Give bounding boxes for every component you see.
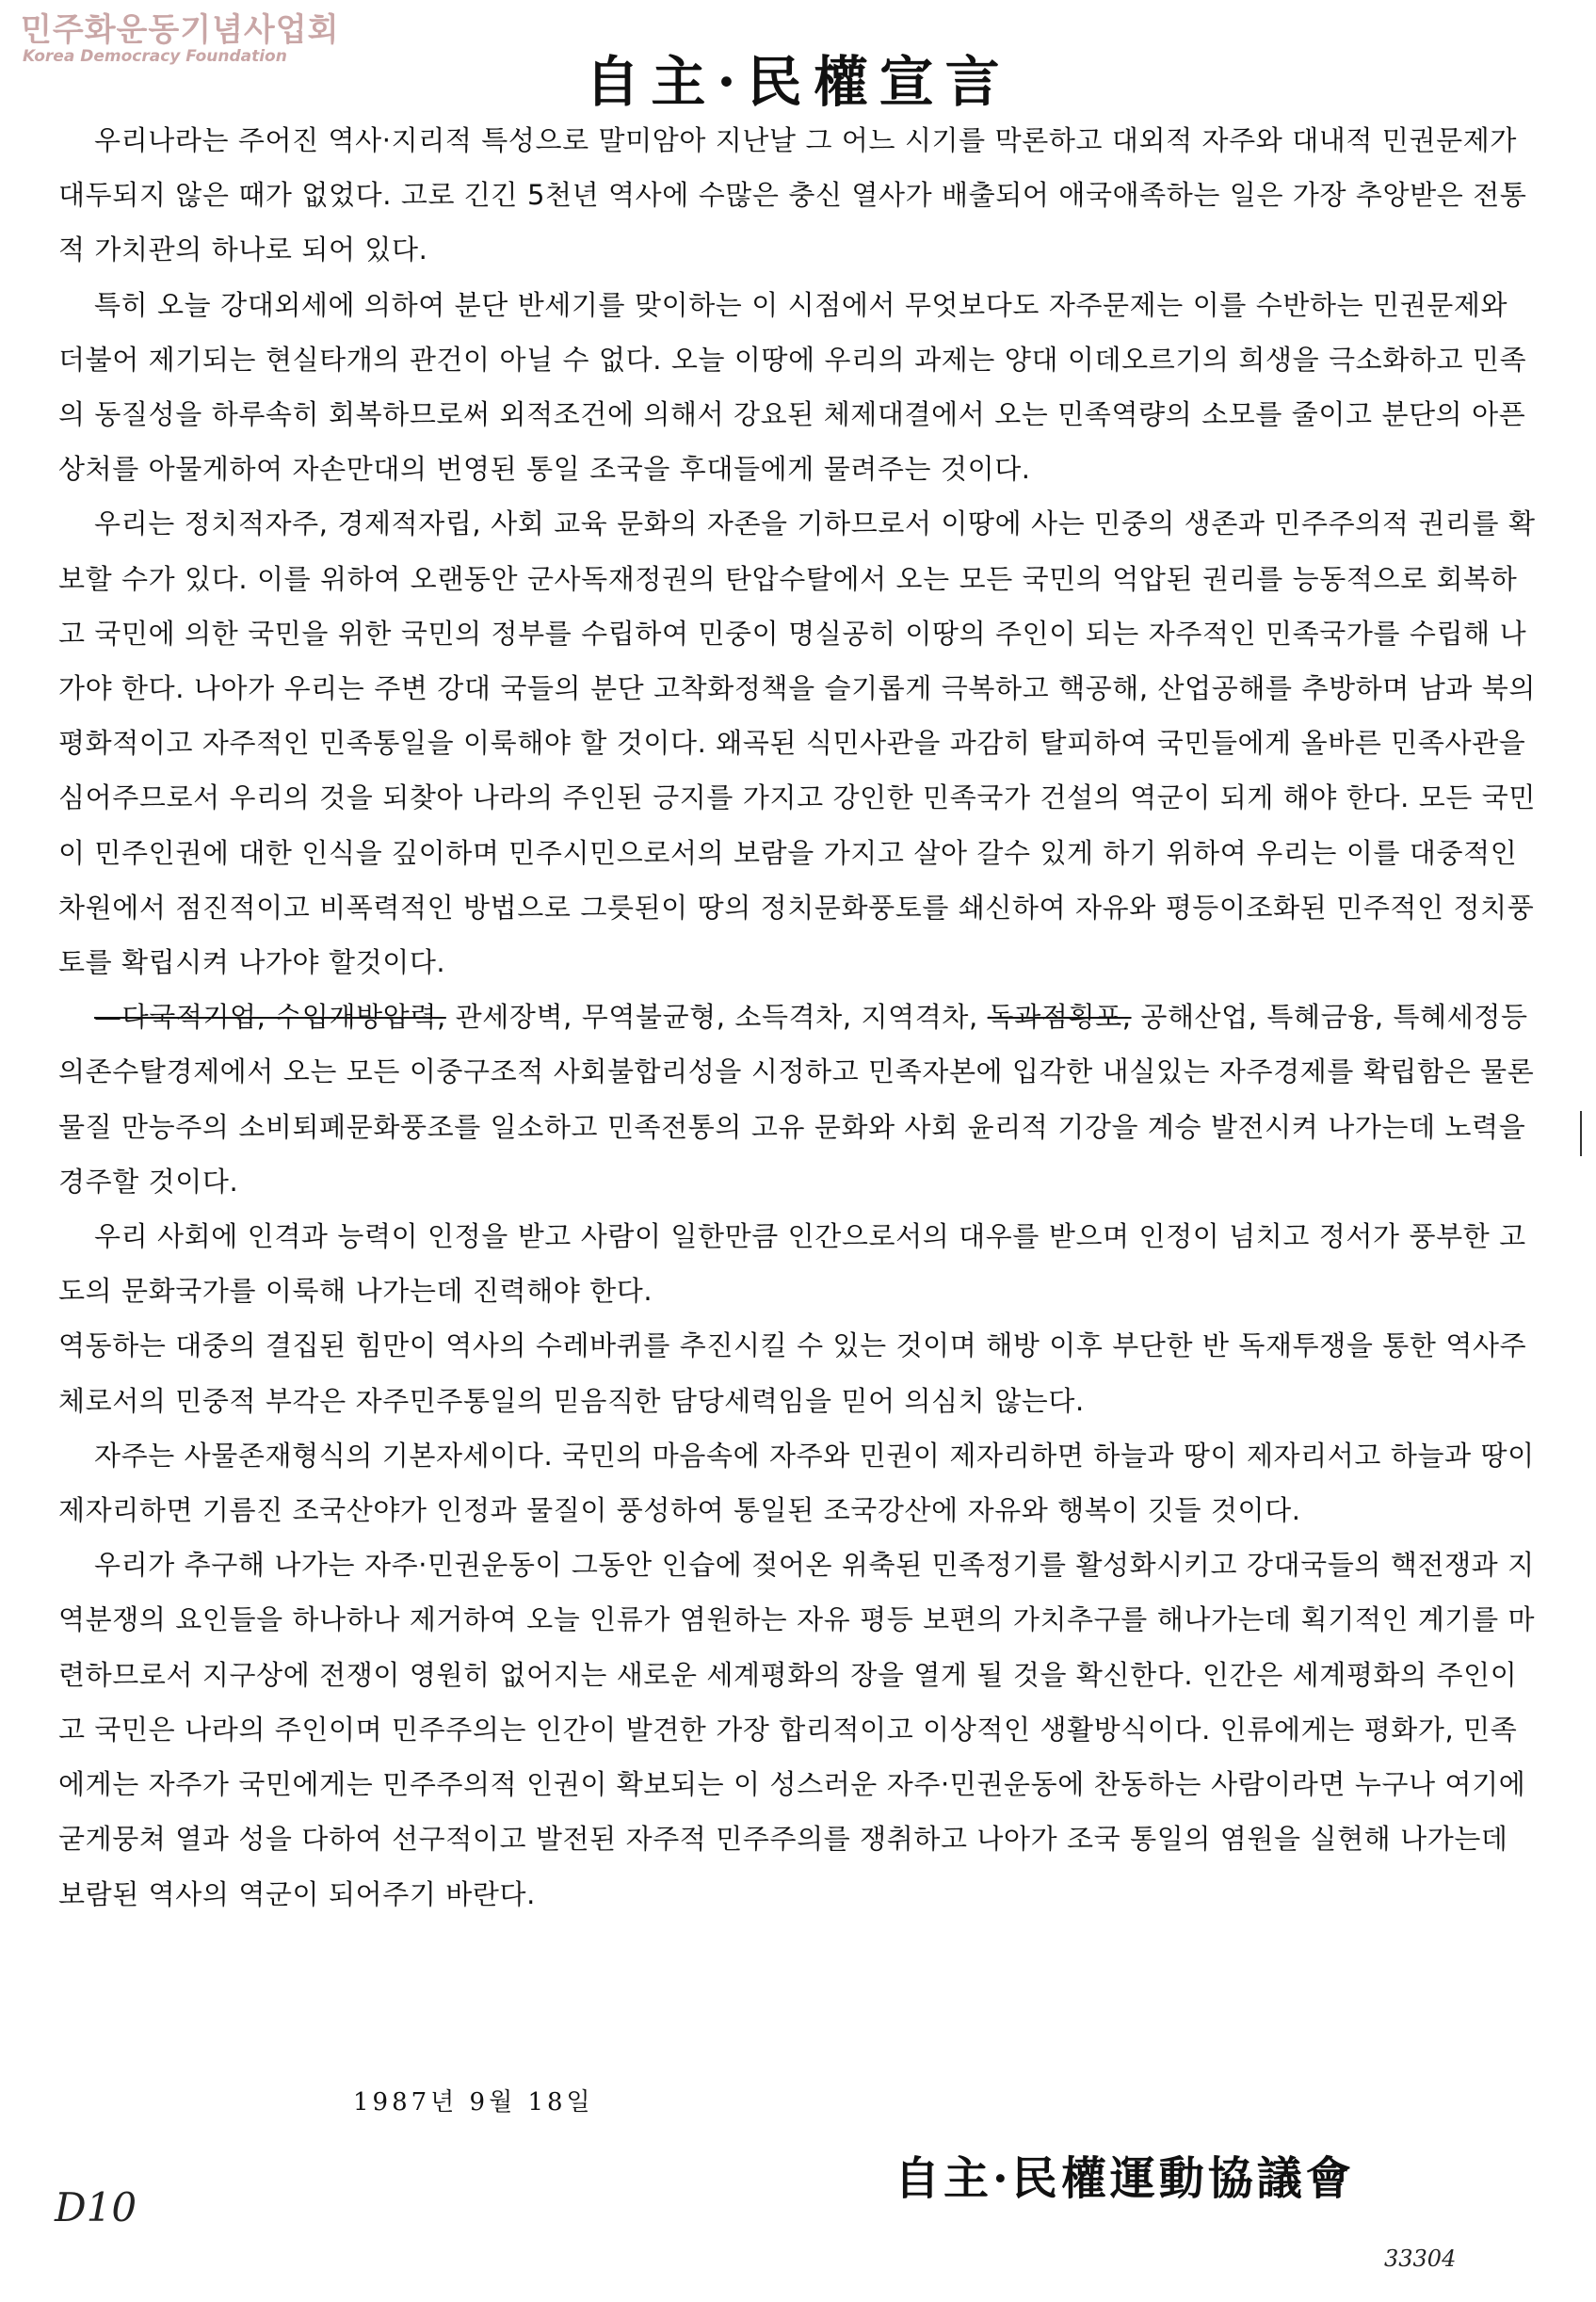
declaration-body — [58, 113, 1537, 1922]
declaration-date: 1987년 9월 18일 — [353, 2088, 594, 2117]
organization-name: 自主·民權運動協議會 — [895, 2152, 1355, 2205]
document-title: 自主·民權宣言 — [585, 50, 1011, 114]
paragraph-economy — [58, 990, 1537, 1209]
paragraph-5: 우리 사회에 인격과 능력이 인정을 받고 사람이 일한만큼 인간으로서의 대우를 받으며 인정이 넘치고 정서가 풍부한 고도의 문화국가를 이룩해 나가는데 진력해야 한다. — [58, 1220, 1526, 1308]
economy-text-1: 관세장벽, 무역불균형, 소득격차, 지역격차, — [445, 1001, 988, 1034]
paragraph-3: 우리는 정치적자주, 경제적자립, 사회 교육 문화의 자존을 기하므로서 이땅에 사는 민중의 생존과 민주주의적 권리를 확보할 수가 있다. 이를 위하여 오랜동안 군사독재정권의 탄압수탈에서 오는 모든 국민의 억압된 권리를 능동적으로 회복하고 국민에 의한 국민을 위한 국민의 정부를 수립하여 민중이 명실공히 이땅의 주인이 되는 자주적인 민족국가를 수립해 나가야 한다. 나아가 우리는 주변 강대 국들의 분단 고착화정책을 슬기롭게 극복하고 핵공해, 산업공해를 추방하며 남과 북의 평화적이고 자주적인 민족통일을 이룩해야 할 것이다. 왜곡된 식민사관을 과감히 탈피하여 국민들에게 올바른 민족사관을 심어주므로서 우리의 것을 되찾아 나라의 주인된 긍지를 가지고 강인한 민족국가 건설의 역군이 되게 해야 한다. 모든 국민이 민주인권에 대한 인식을 깊이하며 민주시민으로서의 보람을 가지고 살아 갈수 있게 하기 위하여 우리는 이를 대중적인 차원에서 점진적이고 비폭력적인 방법으로 그릇된이 땅의 정치문화풍토를 쇄신하여 자유와 평등이조화된 민주적인 정치풍토를 확립시켜 나가야 할것이다. — [58, 507, 1536, 979]
paragraph-6: 역동하는 대중의 결집된 힘만이 역사의 수레바퀴를 추진시킬 수 있는 것이며 해방 이후 부단한 반 독재투쟁을 통한 역사주체로서의 민중적 부각은 자주민주통일의 믿음직한 담당세력임을 믿어 의심치 않는다. — [58, 1329, 1527, 1417]
paragraph-2: 특히 오늘 강대외세에 의하여 분단 반세기를 맞이하는 이 시점에서 무엇보다도 자주문제는 이를 수반하는 민권문제와 더불어 제기되는 현실타개의 관건이 아닐 수 없다. 오늘 이땅에 우리의 과제는 양대 이데오르기의 희생을 극소화하고 민족의 동질성을 하루속히 회복하므로써 외적조건에 의해서 강요된 체제대결에서 오는 민족역량의 소모를 줄이고 분단의 아픈 상처를 아물게하여 자손만대의 번영된 통일 조국을 후대들에게 물려주는 것이다. — [58, 288, 1527, 486]
handwritten-note-right: 33304 — [1384, 2246, 1457, 2272]
watermark-english: Korea Democracy Foundation — [23, 47, 287, 67]
paragraph-7: 자주는 사물존재형식의 기본자세이다. 국민의 마음속에 자주와 민권이 제자리하면 하늘과 땅이 제자리서고 하늘과 땅이 제자리하면 기름진 조국산야가 인정과 물질이 풍성하여 통일된 조국강산에 자유와 행복이 깃들 것이다. — [58, 1439, 1535, 1527]
paragraph-1: 우리나라는 주어진 역사·지리적 특성으로 말미암아 지난날 그 어느 시기를 막론하고 대외적 자주와 대내적 민권문제가 대두되지 않은 때가 없었다. 고로 긴긴 5천년 역사에 수많은 충신 열사가 배출되어 애국애족하는 일은 가장 추앙받은 전통적 가치관의 하나로 되어 있다. — [58, 124, 1527, 266]
paragraph-8: 우리가 추구해 나가는 자주·민권운동이 그동안 인습에 젖어온 위축된 민족정기를 활성화시키고 강대국들의 핵전쟁과 지역분쟁의 요인들을 하나하나 제거하여 오늘 인류가 염원하는 자유 평등 보편의 가치추구를 해나가는데 획기적인 계기를 마련하므로서 지구상에 전쟁이 영원히 없어지는 새로운 세계평화의 장을 열게 될 것을 확신한다. 인간은 세계평화의 주인이고 국민은 나라의 주인이며 민주주의는 인간이 발견한 가장 합리적이고 이상적인 생활방식이다. 인류에게는 평화가, 민족에게는 자주가 국민에게는 민주주의적 인권이 확보되는 이 성스러운 자주·민권운동에 찬동하는 사람이라면 누구나 여기에 굳게뭉쳐 열과 성을 다하여 선구적이고 발전된 자주적 민주주의를 쟁취하고 나아가 조국 통일의 염원을 실현해 나가는데 보람된 역사의 역군이 되어주기 바란다. — [58, 1549, 1536, 1910]
handwritten-note-left: D10 — [55, 2184, 137, 2230]
margin-mark — [1580, 1111, 1582, 1156]
watermark-korean: 민주화운동기념사업회 — [21, 11, 340, 49]
struck-text-2: 독과점횡포, — [987, 1001, 1132, 1034]
economy-text-2: 공해산업, 특혜금융, 특혜세정등 의존수탈경제에서 오는 모든 이중구조적 사회불합리성을 시정하고 민족자본에 입각한 내실있는 자주경제를 확립함은 물론 물질 만능주의 소비퇴폐문화풍조를 일소하고 민족전통의 고유 문화와 사회 윤리적 기강을 계승 발전시켜 나가는데 노력을 경주할 것이다. — [58, 1001, 1535, 1198]
struck-text-1: —다국적기업, 수입개방압력, — [94, 1001, 446, 1034]
